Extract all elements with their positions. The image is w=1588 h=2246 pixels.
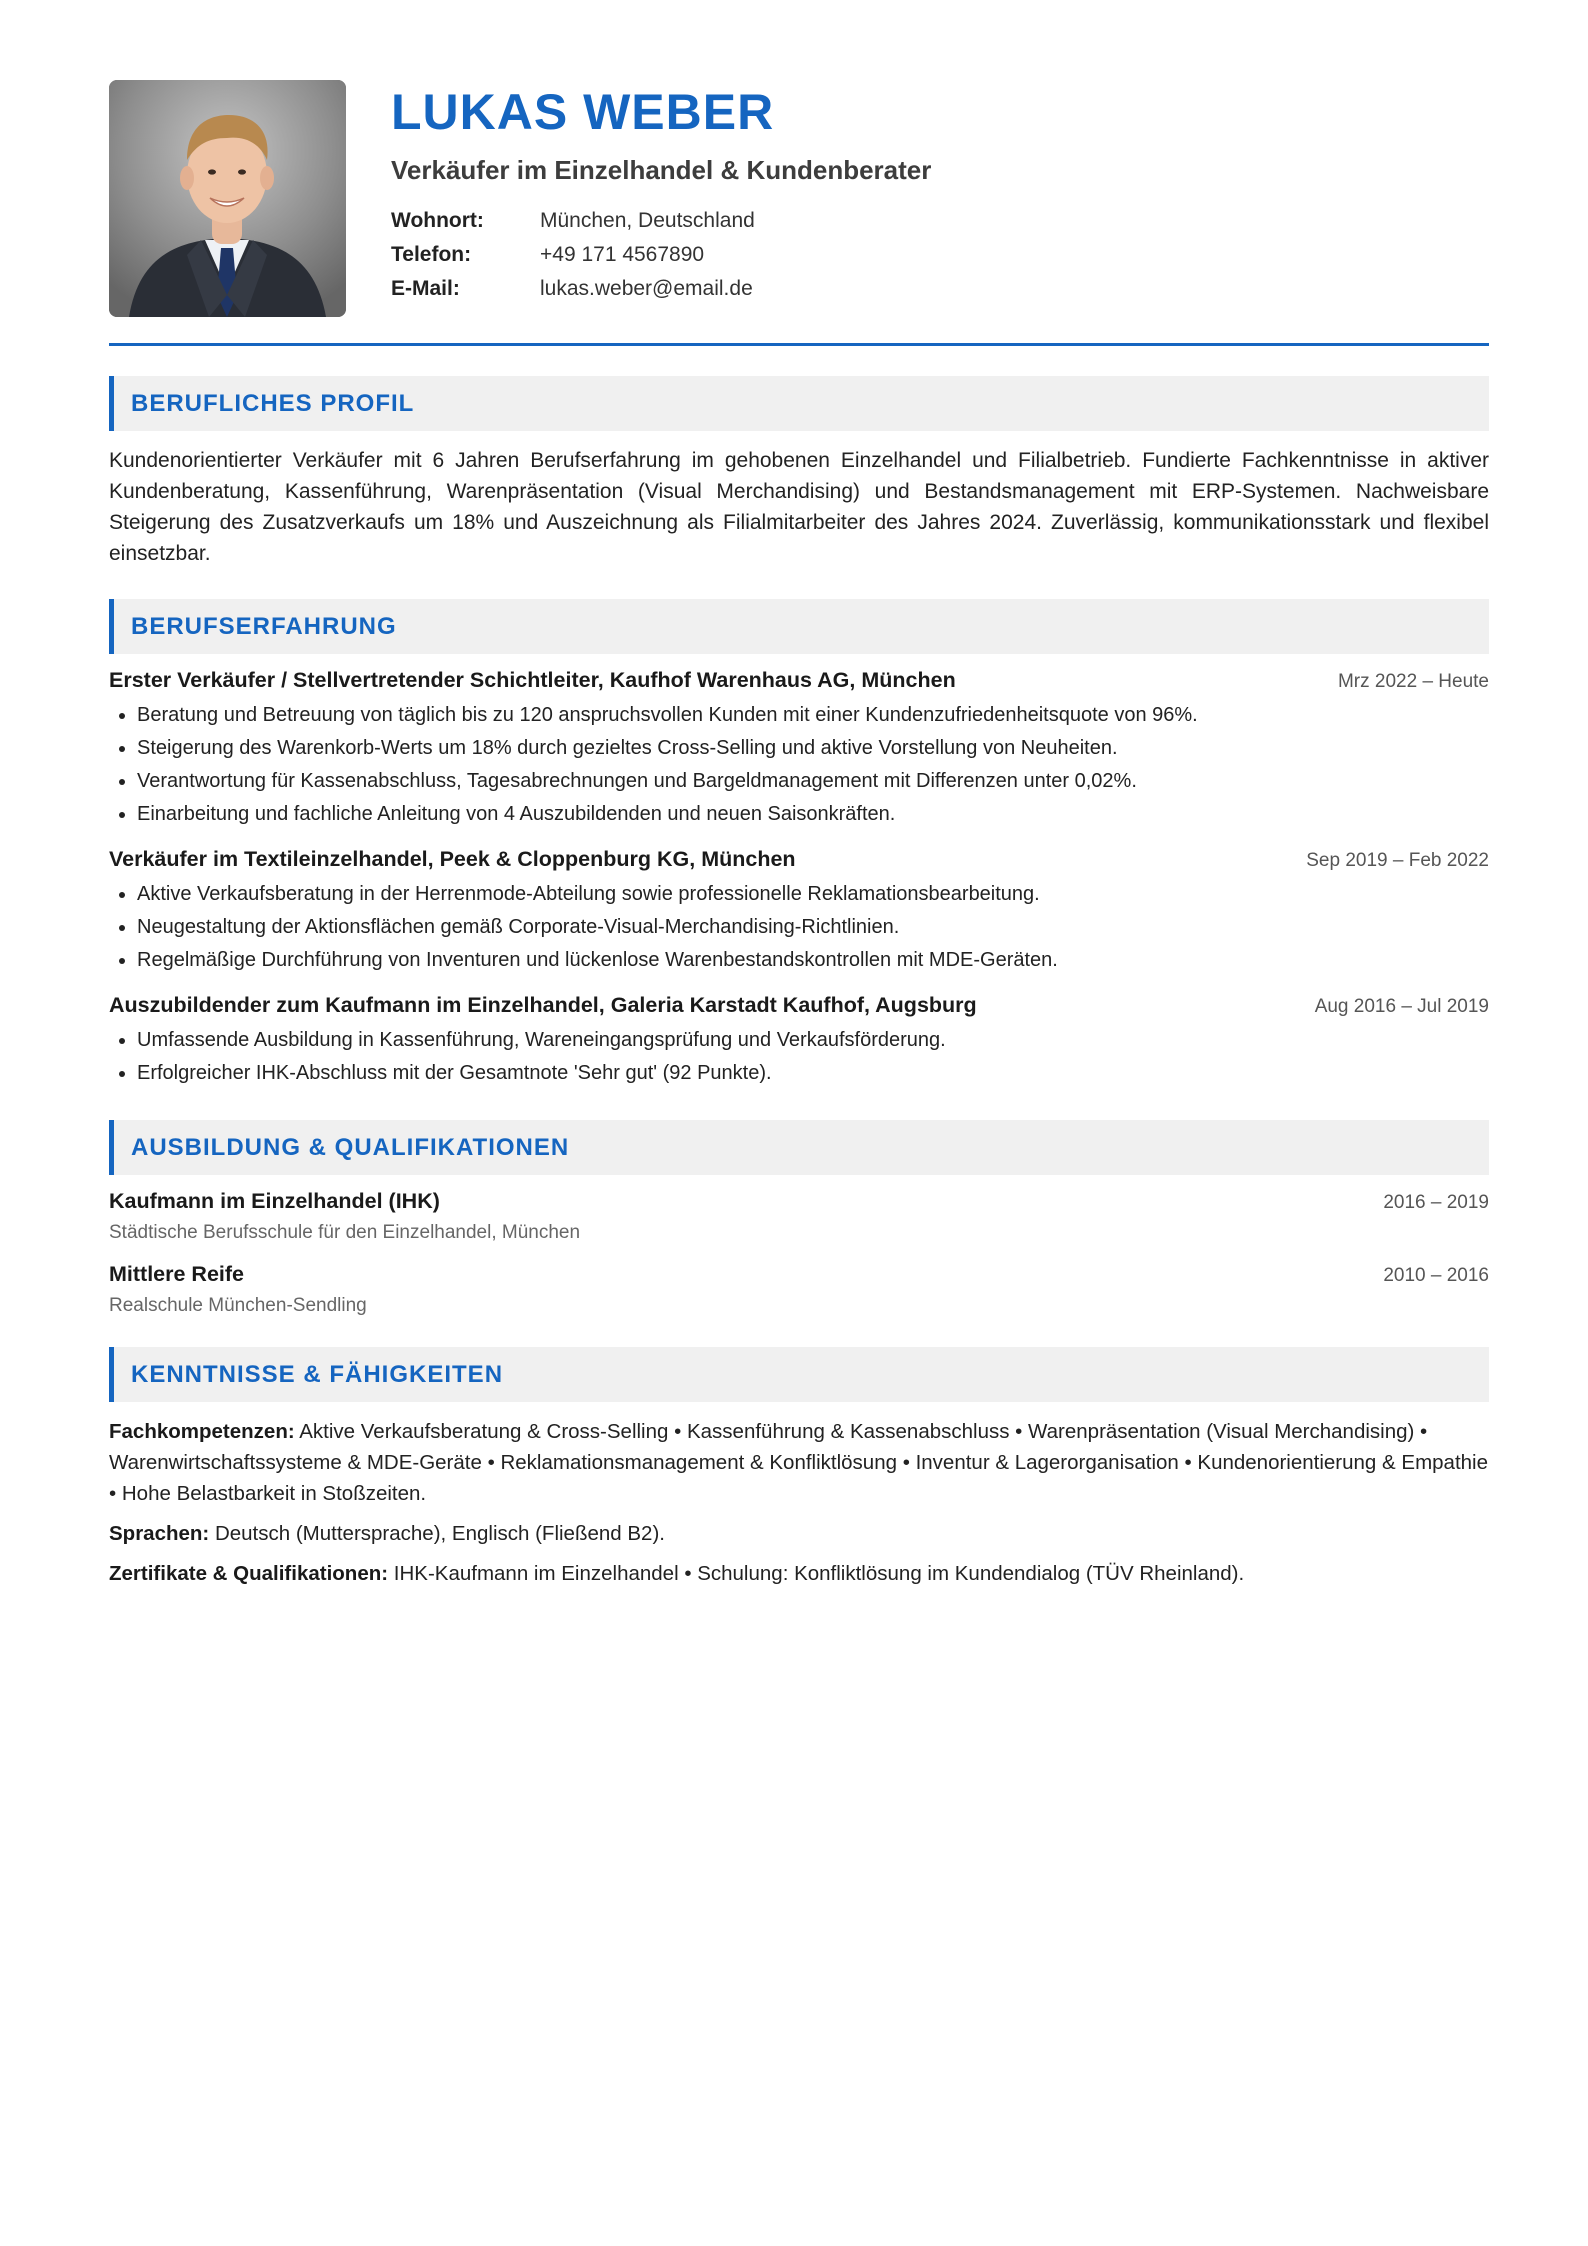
section-heading-text: BERUFLICHES PROFIL (131, 389, 415, 417)
job-entry (109, 993, 1489, 1090)
job-bullet: • Umfassende Ausbildung in Kassenführung, Wareneingangsprüfung und Verkaufsförderung. (137, 1024, 1489, 1057)
section-heading-text: KENNTNISSE & FÄHIGKEITEN (131, 1360, 504, 1388)
section-heading-experience (109, 599, 1489, 654)
resume-page (109, 80, 1489, 1589)
skills-label: Sprachen: (109, 1522, 210, 1545)
contact-label: Telefon: (391, 243, 472, 266)
skills-line (109, 1558, 1489, 1589)
education-school: Städtische Berufsschule für den Einzelhandel, München (109, 1222, 581, 1243)
skills-label: Zertifikate & Qualifikationen: (109, 1562, 389, 1585)
job-bullet: • Steigerung des Warenkorb-Werts um 18% durch gezieltes Cross-Selling und aktive Vorstellung von Neuheiten. (137, 732, 1489, 765)
contact-value: München, Deutschland (540, 209, 755, 232)
job-bullet: • Regelmäßige Durchführung von Inventuren und lückenlose Warenbestandskontrollen mit MDE-Geräten. (137, 944, 1489, 977)
contact-value: lukas.weber@email.de (540, 277, 753, 300)
education-school: Realschule München-Sendling (109, 1295, 367, 1316)
contact-label: Wohnort: (391, 209, 484, 232)
contact-value: +49 171 4567890 (540, 243, 705, 266)
job-bullets (109, 699, 1489, 831)
contact-label: E-Mail: (391, 277, 460, 300)
person-portrait-icon (109, 80, 346, 317)
job-bullet: • Neugestaltung der Aktionsflächen gemäß Corporate-Visual-Merchandising-Richtlinien. (137, 911, 1489, 944)
section-heading-text: AUSBILDUNG & QUALIFIKATIONEN (131, 1133, 570, 1161)
job-bullets (109, 1024, 1489, 1090)
skills-text: IHK-Kaufmann im Einzelhandel • Schulung: Konfliktlösung im Kundendialog (TÜV Rheinland). (388, 1562, 1245, 1585)
job-bullet: • Einarbeitung und fachliche Anleitung von 4 Auszubildenden und neuen Saisonkräften. (137, 798, 1489, 831)
job-title: Verkäufer im Textileinzelhandel, Peek & Cloppenburg KG, München (109, 847, 796, 871)
contact-row-email (391, 272, 931, 306)
section-heading-skills (109, 1347, 1489, 1402)
candidate-job-title: Verkäufer im Einzelhandel & Kundenberater (391, 155, 932, 185)
profile-summary: Kundenorientierter Verkäufer mit 6 Jahren Berufserfahrung im gehobenen Einzelhandel und Filialbetrieb. Fundierte Fachkenntnisse in aktiver Kundenberatung, Kassenführung, Warenpräsentation (Visual Merchandising) und Bestandsmanagement mit ERP-Systemen. Nachweisbare Steigerung des Zusatzverkaufs um 18% und Auszeichnung als Filialmitarbeiter des Jahres 2024. Zuverlässig, kommunikationsstark und flexibel einsetzbar. (109, 449, 1489, 565)
education-date: 2010 – 2016 (1383, 1265, 1489, 1286)
skills-text: Deutsch (Muttersprache), Englisch (Fließend B2). (209, 1522, 665, 1545)
education-date: 2016 – 2019 (1383, 1192, 1489, 1213)
candidate-name: LUKAS WEBER (391, 84, 775, 140)
section-heading-education (109, 1120, 1489, 1175)
job-date: Mrz 2022 – Heute (1337, 671, 1489, 692)
job-bullet: • Aktive Verkaufsberatung in der Herrenmode-Abteilung sowie professionelle Reklamationsbearbeitung. (137, 878, 1489, 911)
job-date: Sep 2019 – Feb 2022 (1306, 850, 1489, 871)
header-info (391, 80, 931, 306)
job-date: Aug 2016 – Jul 2019 (1314, 996, 1489, 1017)
contact-row-location (391, 204, 931, 238)
profile-photo (109, 80, 346, 317)
skills-line (109, 1416, 1489, 1509)
skills-line (109, 1518, 1489, 1549)
experience-list (109, 668, 1489, 1090)
section-heading-text: BERUFSERFAHRUNG (131, 612, 397, 640)
job-title: Auszubildender zum Kaufmann im Einzelhandel, Galeria Karstadt Kaufhof, Augsburg (109, 993, 977, 1017)
contact-row-phone (391, 238, 931, 272)
education-entry (109, 1262, 1489, 1317)
job-entry (109, 668, 1489, 831)
job-bullet: • Verantwortung für Kassenabschluss, Tagesabrechnungen und Bargeldmanagement mit Differenzen unter 0,02%. (137, 765, 1489, 798)
skills-text: Aktive Verkaufsberatung & Cross-Selling • Kassenführung & Kassenabschluss • Warenpräsentation (Visual Merchandising) • Warenwirtschaftssysteme & MDE-Geräte • Reklamationsmanagement & Konfliktlösung • Inventur & Lagerorganisation • Kundenorientierung & Empathie • Hohe Belastbarkeit in Stoßzeiten. (109, 1420, 1489, 1505)
job-bullet: • Beratung und Betreuung von täglich bis zu 120 anspruchsvollen Kunden mit einer Kundenzufriedenheitsquote von 96%. (137, 699, 1489, 732)
header-divider (109, 343, 1489, 346)
job-title: Erster Verkäufer / Stellvertretender Schichtleiter, Kaufhof Warenhaus AG, München (109, 668, 956, 692)
skills-block (109, 1416, 1489, 1589)
education-entry (109, 1189, 1489, 1244)
skills-label: Fachkompetenzen: (109, 1420, 295, 1443)
education-title: Mittlere Reife (109, 1262, 245, 1286)
job-bullet: • Erfolgreicher IHK-Abschluss mit der Gesamtnote 'Sehr gut' (92 Punkte). (137, 1057, 1489, 1090)
resume-header (109, 80, 1489, 317)
section-heading-profile (109, 376, 1489, 431)
job-bullets (109, 878, 1489, 977)
education-title: Kaufmann im Einzelhandel (IHK) (109, 1189, 440, 1213)
contact-list (391, 204, 931, 306)
job-entry (109, 847, 1489, 977)
